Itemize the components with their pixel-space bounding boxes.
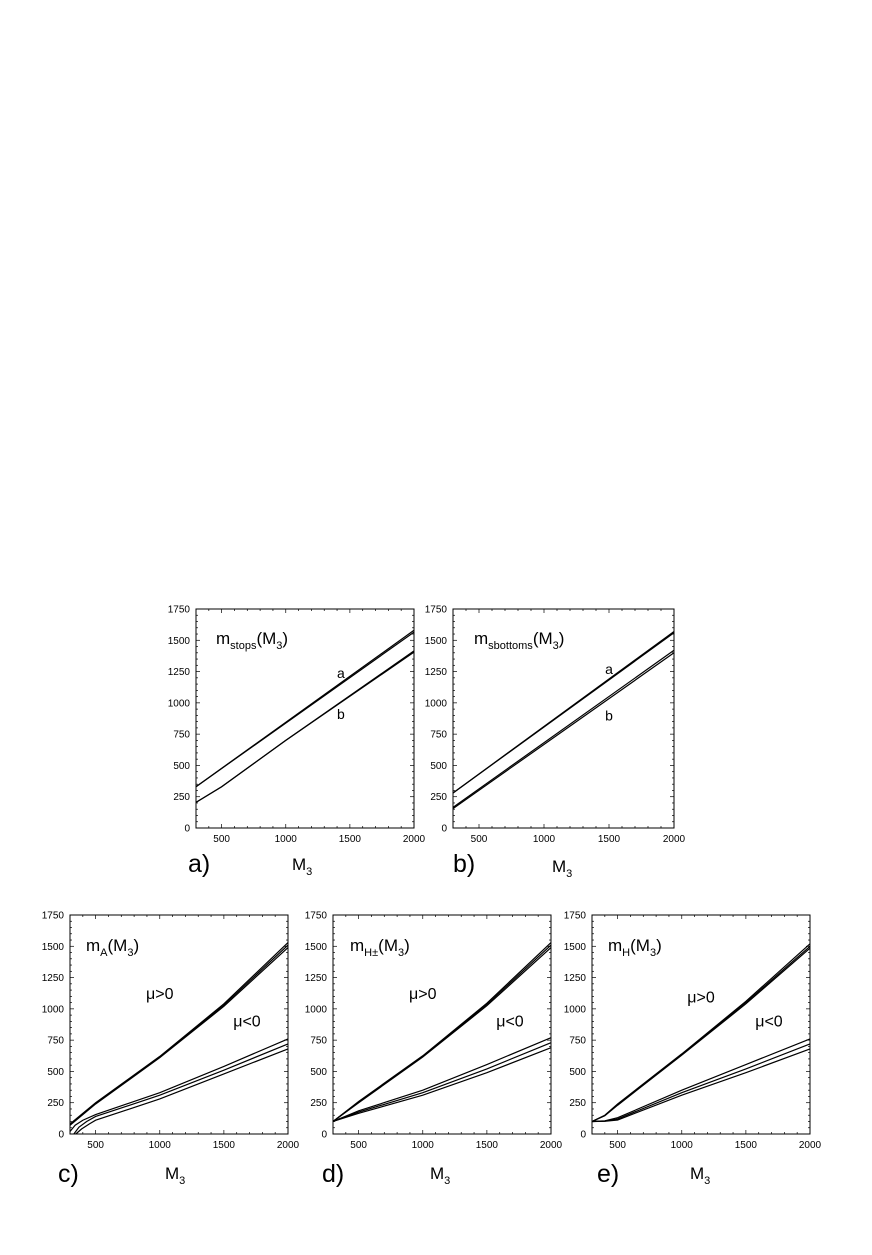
annotation-label: a xyxy=(337,664,345,681)
x-tick-label: 500 xyxy=(350,1140,367,1151)
y-tick-label: 1500 xyxy=(563,941,586,953)
x-axis-label: $M_3$ xyxy=(552,857,573,880)
chart-title: $m_H(M_3)$ xyxy=(608,936,662,959)
annotation-label: μ>0 xyxy=(409,985,437,1003)
y-tick-label: 250 xyxy=(173,792,190,804)
y-tick-label: 500 xyxy=(173,760,190,772)
y-tick-label: 250 xyxy=(430,792,447,804)
x-tick-label: 500 xyxy=(87,1140,104,1151)
y-tick-label: 0 xyxy=(58,1129,64,1141)
panel-label: c) xyxy=(58,1160,79,1188)
annotation-label: μ<0 xyxy=(496,1013,524,1031)
y-tick-label: 750 xyxy=(569,1035,586,1047)
y-tick-label: 1750 xyxy=(563,910,586,922)
chart-panel-d xyxy=(305,911,563,1189)
x-tick-label: 1500 xyxy=(734,1140,758,1151)
x-tick-label: 2000 xyxy=(402,834,426,845)
x-tick-label: 1500 xyxy=(597,834,621,845)
series-line xyxy=(333,943,551,1122)
series-line xyxy=(74,1044,288,1134)
x-tick-label: 2000 xyxy=(276,1140,300,1151)
chart-panel-a xyxy=(168,605,426,879)
y-tick-label: 500 xyxy=(310,1066,327,1078)
x-axis-label: $M_3$ xyxy=(430,1164,451,1187)
series-line xyxy=(453,633,674,793)
series-line xyxy=(592,1039,810,1122)
x-tick-label: 2000 xyxy=(539,1140,563,1151)
x-tick-label: 2000 xyxy=(662,834,686,845)
panel-label: a) xyxy=(188,850,211,878)
y-tick-label: 250 xyxy=(569,1098,586,1110)
series-line xyxy=(333,945,551,1121)
y-tick-label: 0 xyxy=(441,823,447,835)
y-tick-label: 1000 xyxy=(563,1004,586,1016)
y-tick-label: 1000 xyxy=(41,1004,64,1016)
series-line xyxy=(196,632,414,787)
y-tick-label: 0 xyxy=(321,1129,327,1141)
series-line xyxy=(70,945,288,1125)
panel-label: b) xyxy=(453,850,476,878)
series-line xyxy=(196,652,414,802)
x-tick-label: 1000 xyxy=(148,1140,171,1151)
annotation-label: b xyxy=(337,706,345,723)
x-tick-label: 1000 xyxy=(670,1140,693,1151)
x-axis-label: $M_3$ xyxy=(690,1164,711,1187)
y-tick-label: 500 xyxy=(569,1066,586,1078)
panel-label: d) xyxy=(322,1160,345,1188)
x-axis-label: $M_3$ xyxy=(292,855,313,878)
x-tick-label: 1500 xyxy=(475,1140,499,1151)
y-tick-label: 750 xyxy=(47,1035,64,1047)
annotation-label: μ<0 xyxy=(755,1013,783,1031)
y-tick-label: 1500 xyxy=(167,635,190,647)
y-tick-label: 1500 xyxy=(424,635,447,647)
annotation-label: μ>0 xyxy=(146,985,174,1003)
y-tick-label: 1250 xyxy=(167,667,190,679)
y-tick-label: 1000 xyxy=(167,698,190,710)
annotation-label: a xyxy=(605,661,613,678)
y-tick-label: 1250 xyxy=(41,973,64,985)
y-tick-label: 1250 xyxy=(304,973,327,985)
series-line xyxy=(592,944,810,1122)
series-line xyxy=(76,1049,288,1134)
y-tick-label: 1750 xyxy=(41,910,64,922)
y-tick-label: 1250 xyxy=(424,667,447,679)
chart-title: $m_{sbottoms}(M_3)$ xyxy=(474,629,565,652)
x-tick-label: 1000 xyxy=(274,834,297,845)
x-tick-label: 1000 xyxy=(532,834,556,845)
y-tick-label: 1000 xyxy=(424,698,447,710)
series-line xyxy=(453,653,674,809)
chart-panel-c xyxy=(42,911,300,1189)
y-tick-label: 1500 xyxy=(41,941,64,953)
y-tick-label: 1750 xyxy=(167,604,190,616)
panel-label: e) xyxy=(597,1160,620,1188)
y-tick-label: 0 xyxy=(184,823,190,835)
x-tick-label: 2000 xyxy=(798,1140,822,1151)
annotation-label: μ<0 xyxy=(233,1013,261,1031)
y-tick-label: 500 xyxy=(430,760,447,772)
y-tick-label: 0 xyxy=(580,1129,586,1141)
y-tick-label: 1750 xyxy=(304,910,327,922)
chart-title: $m_A(M_3)$ xyxy=(86,936,140,959)
y-tick-label: 750 xyxy=(430,729,447,741)
y-tick-label: 250 xyxy=(47,1098,64,1110)
series-line xyxy=(453,650,674,807)
y-tick-label: 1500 xyxy=(304,941,327,953)
y-tick-label: 750 xyxy=(310,1035,327,1047)
chart-title: $m_{H\pm}(M_3)$ xyxy=(350,936,410,959)
x-tick-label: 1500 xyxy=(338,834,362,845)
x-tick-label: 500 xyxy=(213,834,230,845)
series-line xyxy=(333,1038,551,1122)
annotation-label: b xyxy=(605,707,613,724)
y-tick-label: 1750 xyxy=(424,604,447,616)
y-tick-label: 750 xyxy=(173,729,190,741)
chart-panel-e xyxy=(564,911,822,1189)
x-tick-label: 500 xyxy=(470,834,488,845)
y-tick-label: 1000 xyxy=(304,1004,327,1016)
chart-panel-b xyxy=(425,605,686,881)
chart-title: $m_{stops}(M_3)$ xyxy=(216,629,289,652)
series-line xyxy=(592,948,810,1121)
x-tick-label: 500 xyxy=(609,1140,626,1151)
annotation-label: μ>0 xyxy=(687,989,715,1007)
y-tick-label: 500 xyxy=(47,1066,64,1078)
x-axis-label: $M_3$ xyxy=(165,1164,186,1187)
y-tick-label: 250 xyxy=(310,1098,327,1110)
x-tick-label: 1500 xyxy=(212,1140,236,1151)
series-line xyxy=(70,943,288,1124)
y-tick-label: 1250 xyxy=(563,973,586,985)
x-tick-label: 1000 xyxy=(411,1140,434,1151)
